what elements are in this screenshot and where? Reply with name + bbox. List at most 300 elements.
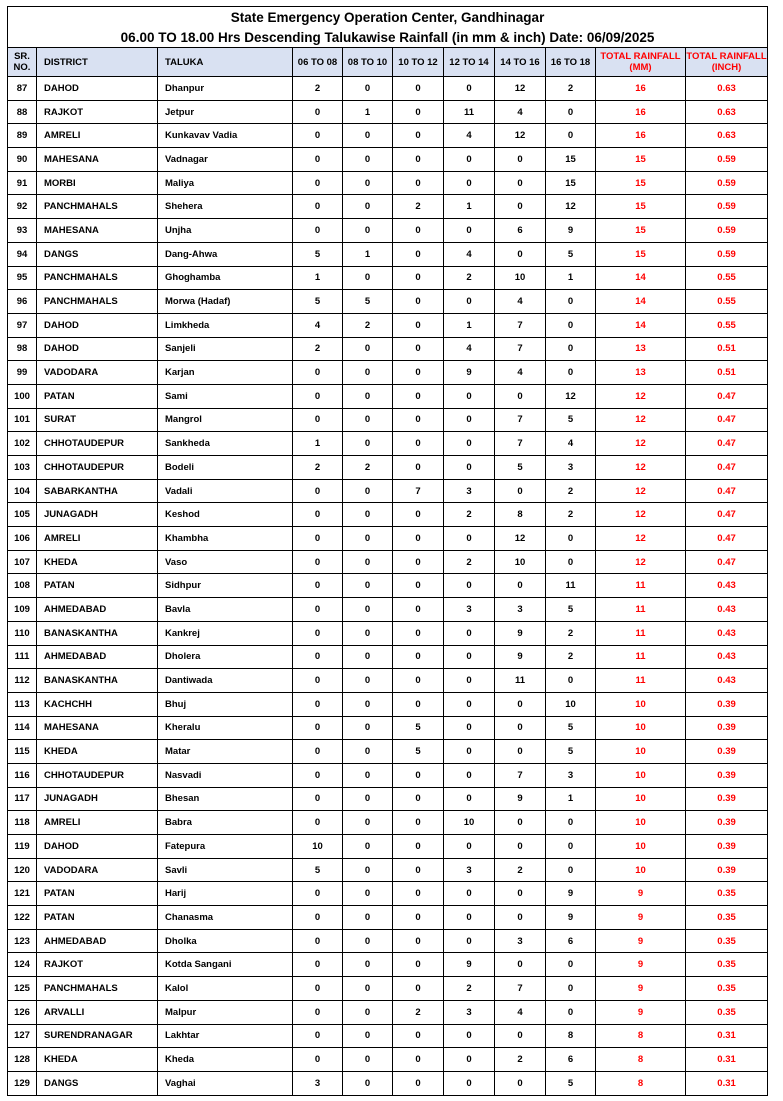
rain-12-14-cell: 0	[444, 1048, 495, 1072]
rain-14-16-cell: 10	[495, 266, 546, 290]
rain-16-18-cell: 15	[546, 171, 596, 195]
total-inch-cell: 0.39	[686, 858, 768, 882]
rain-08-10-cell: 0	[343, 858, 393, 882]
table-row	[8, 669, 768, 693]
rain-10-12-cell: 0	[393, 456, 444, 480]
sr-no-cell: 118	[8, 811, 37, 835]
rain-10-12-cell: 2	[393, 195, 444, 219]
title-row-1	[8, 7, 768, 28]
rain-08-10-cell: 0	[343, 716, 393, 740]
table-row	[8, 503, 768, 527]
district-cell: CHHOTAUDEPUR	[37, 432, 158, 456]
district-cell: PANCHMAHALS	[37, 290, 158, 314]
rain-06-08-cell: 0	[293, 621, 343, 645]
rain-10-12-cell: 0	[393, 550, 444, 574]
taluka-cell: Chanasma	[158, 906, 293, 930]
taluka-cell: Shehera	[158, 195, 293, 219]
sr-no-cell: 129	[8, 1071, 37, 1095]
taluka-cell: Jetpur	[158, 100, 293, 124]
rain-16-18-cell: 0	[546, 527, 596, 551]
table-row	[8, 361, 768, 385]
sr-no-cell: 124	[8, 953, 37, 977]
rain-14-16-cell: 7	[495, 408, 546, 432]
rain-10-12-cell: 0	[393, 361, 444, 385]
rain-12-14-cell: 4	[444, 337, 495, 361]
total-mm-cell: 11	[596, 574, 686, 598]
sr-no-cell: 101	[8, 408, 37, 432]
rain-10-12-cell: 0	[393, 763, 444, 787]
rain-14-16-cell: 0	[495, 692, 546, 716]
district-cell: MAHESANA	[37, 219, 158, 243]
total-mm-cell: 10	[596, 716, 686, 740]
table-row	[8, 882, 768, 906]
rain-06-08-cell: 0	[293, 574, 343, 598]
table-row	[8, 598, 768, 622]
taluka-cell: Sanjeli	[158, 337, 293, 361]
rain-06-08-cell: 0	[293, 408, 343, 432]
rain-06-08-cell: 5	[293, 242, 343, 266]
district-cell: AMRELI	[37, 124, 158, 148]
rain-10-12-cell: 0	[393, 1024, 444, 1048]
rain-10-12-cell: 0	[393, 1071, 444, 1095]
rain-08-10-cell: 2	[343, 456, 393, 480]
rain-14-16-cell: 8	[495, 503, 546, 527]
rain-08-10-cell: 0	[343, 740, 393, 764]
rain-08-10-cell: 0	[343, 432, 393, 456]
table-row	[8, 77, 768, 101]
rain-08-10-cell: 0	[343, 1000, 393, 1024]
table-row	[8, 906, 768, 930]
taluka-cell: Savli	[158, 858, 293, 882]
report-title: State Emergency Operation Center, Gandhinagar	[8, 7, 768, 28]
total-inch-cell: 0.35	[686, 1000, 768, 1024]
table-row	[8, 219, 768, 243]
total-mm-cell: 14	[596, 313, 686, 337]
total-mm-cell: 13	[596, 337, 686, 361]
rainfall-report-sheet	[7, 6, 767, 1096]
rain-10-12-cell: 0	[393, 811, 444, 835]
rain-06-08-cell: 0	[293, 361, 343, 385]
rain-14-16-cell: 9	[495, 645, 546, 669]
district-cell: BANASKANTHA	[37, 669, 158, 693]
rain-08-10-cell: 0	[343, 1071, 393, 1095]
sr-no-cell: 120	[8, 858, 37, 882]
rain-08-10-cell: 0	[343, 479, 393, 503]
rain-10-12-cell: 0	[393, 77, 444, 101]
table-row	[8, 645, 768, 669]
total-inch-cell: 0.47	[686, 456, 768, 480]
rain-16-18-cell: 5	[546, 716, 596, 740]
district-cell: VADODARA	[37, 858, 158, 882]
table-row	[8, 621, 768, 645]
sr-no-cell: 121	[8, 882, 37, 906]
table-row	[8, 384, 768, 408]
rain-14-16-cell: 12	[495, 527, 546, 551]
rain-08-10-cell: 0	[343, 953, 393, 977]
rain-06-08-cell: 5	[293, 290, 343, 314]
total-inch-cell: 0.47	[686, 479, 768, 503]
header-total-mm: TOTAL RAINFALL (MM)	[596, 48, 686, 77]
sr-no-cell: 99	[8, 361, 37, 385]
total-inch-cell: 0.59	[686, 242, 768, 266]
table-row	[8, 527, 768, 551]
total-mm-cell: 13	[596, 361, 686, 385]
rain-12-14-cell: 0	[444, 574, 495, 598]
rain-10-12-cell: 0	[393, 906, 444, 930]
rain-16-18-cell: 5	[546, 242, 596, 266]
rain-16-18-cell: 5	[546, 598, 596, 622]
district-cell: PANCHMAHALS	[37, 266, 158, 290]
district-cell: DANGS	[37, 1071, 158, 1095]
rain-08-10-cell: 1	[343, 100, 393, 124]
total-mm-cell: 16	[596, 77, 686, 101]
header-14-16: 14 TO 16	[495, 48, 546, 77]
rain-16-18-cell: 12	[546, 195, 596, 219]
table-row	[8, 716, 768, 740]
rain-10-12-cell: 0	[393, 384, 444, 408]
rain-14-16-cell: 0	[495, 1024, 546, 1048]
rain-10-12-cell: 0	[393, 692, 444, 716]
rain-14-16-cell: 0	[495, 242, 546, 266]
rain-10-12-cell: 0	[393, 219, 444, 243]
rain-16-18-cell: 0	[546, 290, 596, 314]
total-mm-cell: 16	[596, 124, 686, 148]
sr-no-cell: 127	[8, 1024, 37, 1048]
district-cell: DAHOD	[37, 835, 158, 859]
sr-no-cell: 96	[8, 290, 37, 314]
total-inch-cell: 0.47	[686, 384, 768, 408]
rain-16-18-cell: 4	[546, 432, 596, 456]
rain-16-18-cell: 9	[546, 219, 596, 243]
rain-10-12-cell: 0	[393, 290, 444, 314]
district-cell: KHEDA	[37, 550, 158, 574]
taluka-cell: Kotda Sangani	[158, 953, 293, 977]
header-06-08: 06 TO 08	[293, 48, 343, 77]
taluka-cell: Sami	[158, 384, 293, 408]
district-cell: AHMEDABAD	[37, 645, 158, 669]
rain-12-14-cell: 0	[444, 740, 495, 764]
rain-08-10-cell: 0	[343, 337, 393, 361]
rain-16-18-cell: 0	[546, 100, 596, 124]
rain-06-08-cell: 0	[293, 763, 343, 787]
rain-12-14-cell: 11	[444, 100, 495, 124]
sr-no-cell: 102	[8, 432, 37, 456]
total-inch-cell: 0.51	[686, 361, 768, 385]
district-cell: JUNAGADH	[37, 787, 158, 811]
rain-12-14-cell: 0	[444, 1071, 495, 1095]
sr-no-cell: 110	[8, 621, 37, 645]
total-inch-cell: 0.59	[686, 171, 768, 195]
rain-12-14-cell: 0	[444, 716, 495, 740]
total-mm-cell: 9	[596, 882, 686, 906]
district-cell: DAHOD	[37, 337, 158, 361]
rain-06-08-cell: 3	[293, 1071, 343, 1095]
total-mm-cell: 12	[596, 432, 686, 456]
rain-14-16-cell: 0	[495, 574, 546, 598]
rain-14-16-cell: 7	[495, 432, 546, 456]
taluka-cell: Vadnagar	[158, 148, 293, 172]
sr-no-cell: 126	[8, 1000, 37, 1024]
total-inch-cell: 0.47	[686, 503, 768, 527]
rain-06-08-cell: 0	[293, 953, 343, 977]
rain-14-16-cell: 11	[495, 669, 546, 693]
taluka-cell: Babra	[158, 811, 293, 835]
table-row	[8, 456, 768, 480]
total-inch-cell: 0.39	[686, 787, 768, 811]
rain-06-08-cell: 0	[293, 716, 343, 740]
rain-14-16-cell: 0	[495, 148, 546, 172]
rain-16-18-cell: 5	[546, 408, 596, 432]
total-mm-cell: 10	[596, 740, 686, 764]
rain-10-12-cell: 0	[393, 100, 444, 124]
rain-14-16-cell: 0	[495, 811, 546, 835]
total-mm-cell: 16	[596, 100, 686, 124]
table-row	[8, 811, 768, 835]
district-cell: SURAT	[37, 408, 158, 432]
rain-06-08-cell: 0	[293, 148, 343, 172]
rain-06-08-cell: 0	[293, 787, 343, 811]
rain-08-10-cell: 0	[343, 77, 393, 101]
sr-no-cell: 122	[8, 906, 37, 930]
total-mm-cell: 12	[596, 503, 686, 527]
sr-no-cell: 119	[8, 835, 37, 859]
taluka-cell: Limkheda	[158, 313, 293, 337]
table-row	[8, 266, 768, 290]
rain-06-08-cell: 0	[293, 1048, 343, 1072]
table-row	[8, 550, 768, 574]
taluka-cell: Maliya	[158, 171, 293, 195]
total-mm-cell: 9	[596, 953, 686, 977]
rain-08-10-cell: 0	[343, 361, 393, 385]
district-cell: DAHOD	[37, 77, 158, 101]
total-mm-cell: 15	[596, 195, 686, 219]
rain-14-16-cell: 4	[495, 290, 546, 314]
rain-16-18-cell: 0	[546, 1000, 596, 1024]
rain-14-16-cell: 7	[495, 337, 546, 361]
sr-no-cell: 98	[8, 337, 37, 361]
rain-06-08-cell: 0	[293, 669, 343, 693]
district-cell: MORBI	[37, 171, 158, 195]
rain-14-16-cell: 9	[495, 621, 546, 645]
total-inch-cell: 0.35	[686, 953, 768, 977]
total-mm-cell: 9	[596, 1000, 686, 1024]
rain-10-12-cell: 0	[393, 171, 444, 195]
taluka-cell: Dang-Ahwa	[158, 242, 293, 266]
taluka-cell: Vaghai	[158, 1071, 293, 1095]
table-row	[8, 692, 768, 716]
rain-12-14-cell: 0	[444, 456, 495, 480]
total-inch-cell: 0.43	[686, 574, 768, 598]
district-cell: PATAN	[37, 882, 158, 906]
rain-12-14-cell: 3	[444, 1000, 495, 1024]
total-mm-cell: 12	[596, 408, 686, 432]
total-mm-cell: 8	[596, 1071, 686, 1095]
sr-no-cell: 115	[8, 740, 37, 764]
district-cell: MAHESANA	[37, 148, 158, 172]
sr-no-cell: 106	[8, 527, 37, 551]
district-cell: CHHOTAUDEPUR	[37, 763, 158, 787]
rain-12-14-cell: 2	[444, 550, 495, 574]
rain-08-10-cell: 0	[343, 621, 393, 645]
total-mm-cell: 11	[596, 669, 686, 693]
rain-12-14-cell: 9	[444, 953, 495, 977]
rain-12-14-cell: 0	[444, 787, 495, 811]
taluka-cell: Dantiwada	[158, 669, 293, 693]
rain-10-12-cell: 0	[393, 148, 444, 172]
total-inch-cell: 0.63	[686, 77, 768, 101]
rain-14-16-cell: 12	[495, 77, 546, 101]
rain-16-18-cell: 9	[546, 882, 596, 906]
rain-10-12-cell: 5	[393, 740, 444, 764]
table-row	[8, 1048, 768, 1072]
rain-16-18-cell: 3	[546, 763, 596, 787]
rain-08-10-cell: 0	[343, 882, 393, 906]
rain-06-08-cell: 0	[293, 171, 343, 195]
taluka-cell: Kunkavav Vadia	[158, 124, 293, 148]
rain-16-18-cell: 2	[546, 503, 596, 527]
header-district: DISTRICT	[37, 48, 158, 77]
rain-14-16-cell: 2	[495, 858, 546, 882]
rain-12-14-cell: 0	[444, 219, 495, 243]
header-10-12: 10 TO 12	[393, 48, 444, 77]
total-mm-cell: 8	[596, 1048, 686, 1072]
district-cell: ARVALLI	[37, 1000, 158, 1024]
table-row	[8, 787, 768, 811]
rain-10-12-cell: 0	[393, 953, 444, 977]
total-inch-cell: 0.39	[686, 763, 768, 787]
rain-12-14-cell: 3	[444, 598, 495, 622]
district-cell: DANGS	[37, 242, 158, 266]
rain-16-18-cell: 2	[546, 479, 596, 503]
rain-08-10-cell: 0	[343, 195, 393, 219]
rain-06-08-cell: 0	[293, 550, 343, 574]
rain-06-08-cell: 0	[293, 527, 343, 551]
total-mm-cell: 12	[596, 384, 686, 408]
rain-16-18-cell: 0	[546, 669, 596, 693]
rain-16-18-cell: 12	[546, 384, 596, 408]
sr-no-cell: 112	[8, 669, 37, 693]
rain-08-10-cell: 0	[343, 1024, 393, 1048]
rain-16-18-cell: 0	[546, 361, 596, 385]
total-inch-cell: 0.63	[686, 124, 768, 148]
rain-06-08-cell: 2	[293, 456, 343, 480]
total-inch-cell: 0.43	[686, 598, 768, 622]
total-inch-cell: 0.47	[686, 408, 768, 432]
total-inch-cell: 0.43	[686, 669, 768, 693]
district-cell: KHEDA	[37, 1048, 158, 1072]
table-row	[8, 1071, 768, 1095]
rain-12-14-cell: 9	[444, 361, 495, 385]
rain-12-14-cell: 0	[444, 432, 495, 456]
taluka-cell: Karjan	[158, 361, 293, 385]
rain-12-14-cell: 2	[444, 266, 495, 290]
rain-06-08-cell: 4	[293, 313, 343, 337]
rain-14-16-cell: 0	[495, 171, 546, 195]
total-inch-cell: 0.47	[686, 432, 768, 456]
sr-no-cell: 128	[8, 1048, 37, 1072]
rain-14-16-cell: 6	[495, 219, 546, 243]
rain-08-10-cell: 0	[343, 124, 393, 148]
table-row	[8, 290, 768, 314]
rain-12-14-cell: 0	[444, 384, 495, 408]
sr-no-cell: 105	[8, 503, 37, 527]
table-row	[8, 479, 768, 503]
total-inch-cell: 0.59	[686, 148, 768, 172]
taluka-cell: Unjha	[158, 219, 293, 243]
rain-12-14-cell: 3	[444, 858, 495, 882]
rain-14-16-cell: 3	[495, 598, 546, 622]
district-cell: AHMEDABAD	[37, 598, 158, 622]
rain-12-14-cell: 4	[444, 242, 495, 266]
rain-12-14-cell: 4	[444, 124, 495, 148]
taluka-cell: Keshod	[158, 503, 293, 527]
rain-16-18-cell: 0	[546, 977, 596, 1001]
taluka-cell: Dholera	[158, 645, 293, 669]
district-cell: AMRELI	[37, 527, 158, 551]
total-mm-cell: 10	[596, 787, 686, 811]
district-cell: PATAN	[37, 574, 158, 598]
rain-12-14-cell: 0	[444, 290, 495, 314]
header-12-14: 12 TO 14	[444, 48, 495, 77]
table-row	[8, 835, 768, 859]
district-cell: PATAN	[37, 384, 158, 408]
district-cell: BANASKANTHA	[37, 621, 158, 645]
total-mm-cell: 14	[596, 290, 686, 314]
sr-no-cell: 114	[8, 716, 37, 740]
rain-16-18-cell: 11	[546, 574, 596, 598]
rain-12-14-cell: 1	[444, 313, 495, 337]
rain-16-18-cell: 0	[546, 953, 596, 977]
sr-no-cell: 123	[8, 929, 37, 953]
rain-08-10-cell: 0	[343, 219, 393, 243]
rain-14-16-cell: 0	[495, 384, 546, 408]
total-mm-cell: 12	[596, 456, 686, 480]
rain-06-08-cell: 1	[293, 432, 343, 456]
rain-14-16-cell: 0	[495, 716, 546, 740]
total-inch-cell: 0.43	[686, 621, 768, 645]
sr-no-cell: 113	[8, 692, 37, 716]
rain-12-14-cell: 1	[444, 195, 495, 219]
total-mm-cell: 12	[596, 550, 686, 574]
header-row	[8, 48, 768, 77]
taluka-cell: Morwa (Hadaf)	[158, 290, 293, 314]
rain-14-16-cell: 0	[495, 479, 546, 503]
rain-10-12-cell: 0	[393, 408, 444, 432]
rain-12-14-cell: 0	[444, 692, 495, 716]
rain-14-16-cell: 0	[495, 1071, 546, 1095]
taluka-cell: Kalol	[158, 977, 293, 1001]
rain-14-16-cell: 3	[495, 929, 546, 953]
taluka-cell: Malpur	[158, 1000, 293, 1024]
total-mm-cell: 10	[596, 763, 686, 787]
total-mm-cell: 10	[596, 692, 686, 716]
rain-12-14-cell: 0	[444, 77, 495, 101]
rain-10-12-cell: 2	[393, 1000, 444, 1024]
total-inch-cell: 0.55	[686, 266, 768, 290]
sr-no-cell: 87	[8, 77, 37, 101]
rain-14-16-cell: 0	[495, 953, 546, 977]
rain-08-10-cell: 0	[343, 408, 393, 432]
rain-08-10-cell: 0	[343, 527, 393, 551]
taluka-cell: Mangrol	[158, 408, 293, 432]
rain-14-16-cell: 0	[495, 195, 546, 219]
rain-08-10-cell: 2	[343, 313, 393, 337]
rain-10-12-cell: 0	[393, 266, 444, 290]
total-inch-cell: 0.59	[686, 195, 768, 219]
rain-14-16-cell: 12	[495, 124, 546, 148]
rain-14-16-cell: 9	[495, 787, 546, 811]
sr-no-cell: 109	[8, 598, 37, 622]
